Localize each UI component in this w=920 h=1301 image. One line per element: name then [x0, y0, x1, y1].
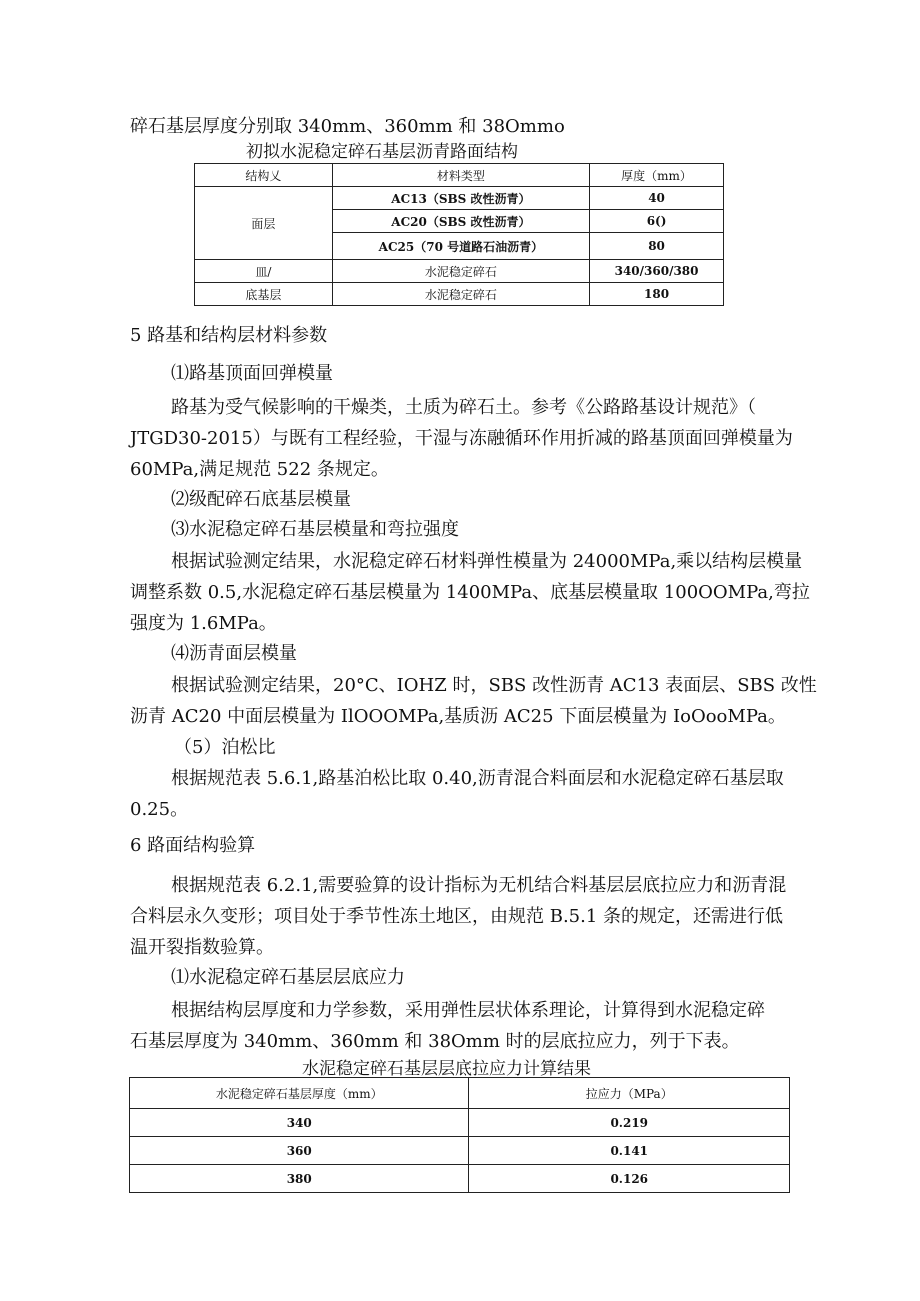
- table1-cell: 皿/: [195, 260, 333, 283]
- subheading: ⑵级配碎石底基层模量: [171, 489, 351, 510]
- paragraph-line: 根据试验测定结果，20°C、IOHZ 时，SBS 改性沥青 AC13 表面层、SBS 改性: [171, 675, 817, 696]
- table1-cell: 面层: [195, 187, 333, 260]
- table1-cell: AC25（70 号道路石油沥青）: [332, 233, 589, 260]
- intro-line: 碎石基层厚度分别取 340mm、360mm 和 38Ommo: [130, 116, 565, 137]
- structure-table: [194, 163, 724, 306]
- paragraph-line: 温开裂指数验算。: [130, 937, 274, 958]
- table1-cell: 340/360/380: [590, 260, 724, 283]
- table1-cell: 水泥稳定碎石: [332, 260, 589, 283]
- table2-cell: 360: [130, 1137, 469, 1165]
- paragraph-line: 沥青 AC20 中面层模量为 IlOOOMPa,基质沥 AC25 下面层模量为 IoOooMPa。: [130, 706, 786, 727]
- paragraph-line: 0.25。: [130, 799, 189, 820]
- table2-cell: 0.141: [469, 1137, 790, 1165]
- stress-table: [129, 1077, 790, 1193]
- section5-title: 5 路基和结构层材料参数: [130, 325, 328, 346]
- table1-cell: 180: [590, 283, 724, 306]
- subheading: ⑴水泥稳定碎石基层层底应力: [171, 967, 405, 988]
- paragraph-line: 根据规范表 6.2.1,需要验算的设计指标为无机结合料基层层底拉应力和沥青混: [171, 875, 787, 896]
- subheading: ⑶水泥稳定碎石基层模量和弯拉强度: [171, 519, 459, 540]
- paragraph-line: 根据规范表 5.6.1,路基泊松比取 0.40,沥青混合料面层和水泥稳定碎石基层取: [171, 768, 784, 789]
- table1-cell: 底基层: [195, 283, 333, 306]
- table2-header: 水泥稳定碎石基层厚度（mm）: [130, 1078, 469, 1109]
- table1-cell: 80: [590, 233, 724, 260]
- table1-header: 结构乂: [195, 164, 333, 187]
- table2-cell: 0.219: [469, 1109, 790, 1137]
- paragraph-line: 调整系数 0.5,水泥稳定碎石基层模量为 1400MPa、底基层模量取 100OOMPa,弯拉: [130, 582, 810, 603]
- table1-header: 材料类型: [332, 164, 589, 187]
- paragraph-line: 根据结构层厚度和力学参数，采用弹性层状体系理论，计算得到水泥稳定碎: [171, 1000, 765, 1021]
- table2-caption: 水泥稳定碎石基层层底拉应力计算结果: [302, 1059, 591, 1079]
- table1-cell: 40: [590, 187, 724, 210]
- table1-cell: 6(): [590, 210, 724, 233]
- paragraph-line: 根据试验测定结果，水泥稳定碎石材料弹性模量为 24000MPa,乘以结构层模量: [171, 551, 803, 572]
- paragraph-line: JTGD30-2015）与既有工程经验，干湿与冻融循环作用折减的路基顶面回弹模量为: [130, 428, 793, 449]
- table1-caption: 初拟水泥稳定碎石基层沥青路面结构: [246, 142, 518, 162]
- paragraph-line: 石基层厚度为 340mm、360mm 和 38Omm 时的层底拉应力，列于下表。: [130, 1031, 740, 1052]
- section6-title: 6 路面结构验算: [130, 835, 256, 856]
- table1-header: 厚度（mm）: [590, 164, 724, 187]
- table1-cell: AC20（SBS 改性沥青）: [332, 210, 589, 233]
- paragraph-line: 路基为受气候影响的干燥类，土质为碎石土。参考《公路路基设计规范》（: [171, 397, 756, 418]
- subheading: ⑷沥青面层模量: [171, 643, 297, 664]
- table2-header: 拉应力（MPa）: [469, 1078, 790, 1109]
- table2-cell: 380: [130, 1165, 469, 1193]
- paragraph-line: 强度为 1.6MPa。: [130, 613, 277, 634]
- table1-cell: 水泥稳定碎石: [332, 283, 589, 306]
- table2-cell: 340: [130, 1109, 469, 1137]
- table2-cell: 0.126: [469, 1165, 790, 1193]
- subheading: （5）泊松比: [174, 737, 276, 758]
- table1-cell: AC13（SBS 改性沥青）: [332, 187, 589, 210]
- paragraph-line: 合料层永久变形；项目处于季节性冻土地区，由规范 B.5.1 条的规定，还需进行低: [130, 906, 784, 927]
- paragraph-line: 60MPa,满足规范 522 条规定。: [130, 459, 389, 480]
- subheading: ⑴路基顶面回弹模量: [171, 363, 333, 384]
